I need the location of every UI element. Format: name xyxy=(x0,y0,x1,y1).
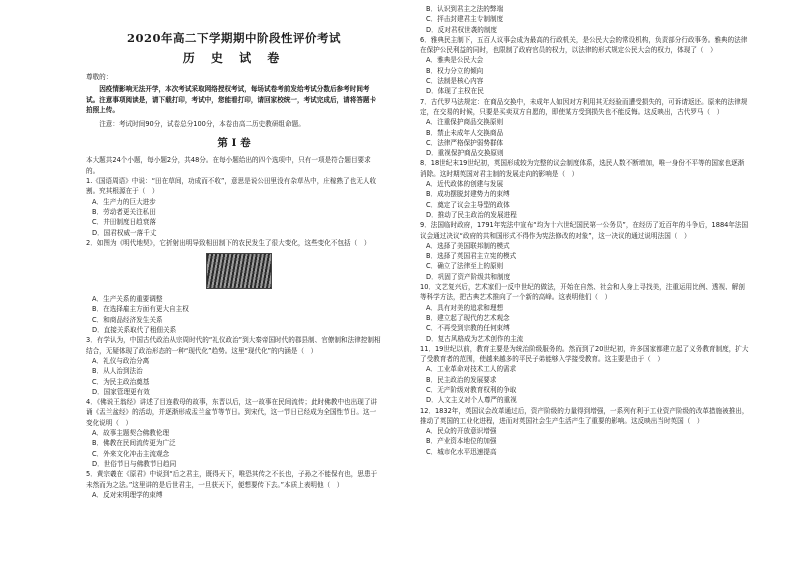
option-a: A．生产关系的重要调整 xyxy=(92,295,163,304)
question-stem: 5．黄宗羲在《原君》中说到“后之君主，既得天下，唯恐其传之不长也，子孙之不能保有也，思患于未然而为之法。”这里讲的是后世君主，一旦获天下，便想要传下去。”本质上表明他（ ） xyxy=(86,470,378,489)
question-stem: 10．文艺复兴后，艺术家们一反中世纪的做法，开始在自然、社会和人身上寻找美，注重运用比例、透视、解剖等科学方法，把古典艺术推向了一个新的高峰。这表明他们（ ） xyxy=(420,283,745,302)
option-d: D．巩固了资产阶级共和制度 xyxy=(426,272,511,281)
question-9 xyxy=(420,220,750,282)
option-d: D．推动了民主政治的发展进程 xyxy=(426,210,517,219)
question-5-continued xyxy=(420,4,750,35)
option-c: C．抨击封建君主专制制度 xyxy=(426,15,504,24)
section-intro: 本大题共24个小题，每小题2分，共48分。在每小题给出的四个选项中，只有一项是符合题目要求的。 xyxy=(86,156,371,175)
section-title: 第 I 卷 xyxy=(217,137,251,150)
option-d: D．反对君权世袭的制度 xyxy=(426,25,498,34)
option-c: C．井田制度日趋衰落 xyxy=(92,218,156,227)
question-6 xyxy=(420,35,750,97)
option-a: A．雅典是公民大会 xyxy=(426,56,484,65)
question-5 xyxy=(86,469,382,500)
option-a: A．近代政体的创建与发展 xyxy=(426,180,504,189)
option-a: A．民众的开放意识增强 xyxy=(426,427,497,436)
question-4 xyxy=(86,397,382,469)
option-b: B．认识到君主之法的弊端 xyxy=(426,5,504,13)
question-stem: 2．如图为《明代地契》，它折射出明导致相田制下的农民发生了很大变化，这些变化不包括（ ） xyxy=(86,238,371,247)
option-c: C．法律严格保护弱势群体 xyxy=(426,138,504,147)
question-1 xyxy=(86,176,382,238)
question-stem: 9．法国临时政府，1791年宪法中宣布“均为十六世纪国民第一公务员”，在经历了近百年的斗争后，1884年法国议会通过决议“政府的共和国形式不得作为宪法修改的对象”，这一决议的通过说明法国（ ） xyxy=(420,221,749,240)
left-column xyxy=(86,4,382,500)
option-d: D．复古风格成为艺术创作的主流 xyxy=(426,334,524,343)
option-a: A．反对宋明理学的束缚 xyxy=(92,490,163,499)
option-b: B．从人治到法治 xyxy=(92,367,143,376)
option-a: A．故事主题契合佛教伦理 xyxy=(92,429,170,438)
question-stem: 7．古代罗马法规定：在商品交换中，未成年人如因对方利用其无经验而遭受损失的，可诉请返还。原来的法律规定，在交易的时候，只要是买卖双方自愿的，即使某方受到损失也不能反悔。这反映出，古代罗马（ ） xyxy=(420,97,748,116)
option-b: B．产业资本地位的加强 xyxy=(426,437,497,446)
option-c: C．确立了法律至上的原则 xyxy=(426,262,504,271)
option-b: B．禁止未成年人交换商品 xyxy=(426,128,504,137)
option-c: C．无产阶级对教育权利的争取 xyxy=(426,385,517,394)
option-d: D．国家管理更有效 xyxy=(92,387,150,396)
option-a: A．工业革命对技术工人的需求 xyxy=(426,365,517,374)
option-b: B．权力分立的倾向 xyxy=(426,66,484,75)
option-b: B．佛教在民间流传更为广泛 xyxy=(92,439,176,448)
question-7 xyxy=(420,97,750,159)
right-column xyxy=(420,4,750,457)
option-c: C．奠定了议会主导型的政体 xyxy=(426,200,510,209)
question-stem: 1.《国语周语》中说：“田在草间，功成而不收”，意思是说公田里没有杂草丛中，庄稼熟了也无人收割。究其根源在于（ ） xyxy=(86,177,377,196)
question-10 xyxy=(420,282,750,344)
question-2 xyxy=(86,238,382,335)
option-b: B．在选择雇主方面有更大自主权 xyxy=(92,305,189,314)
question-stem: 3．有学认为，中国古代政治从宗周时代的“礼仪政治”到大秦帝国时代的郡县制、官僚制和法律控制相结合，无疑体现了政治形态的一种“现代化”趋势。这里“现代化”的内涵是（ ） xyxy=(86,336,381,355)
question-8 xyxy=(420,158,750,220)
land-deed-image xyxy=(206,253,272,289)
question-stem: 4．《佛说王翁经》讲述了目连救母的故事，东晋以后，这一故事在民间流传；此时佛教中也出现了讲诵《盂兰盆经》的活动，并逐渐形成盂兰盆节等节日。到宋代，这一节日已经成为全国性节日。这一变化说明（ ） xyxy=(86,398,378,427)
option-c: C．和商品经济发生关系 xyxy=(92,315,163,324)
option-b: B．民主政治的发展要求 xyxy=(426,375,497,384)
option-b: B．成功摆脱封建势力的束缚 xyxy=(426,190,510,199)
option-c: C．城市化水平迅速提高 xyxy=(426,447,497,456)
question-stem: 12．1832年，英国议会改革通过后，资产阶级的力量得到增强，一系列有利于工业资产阶级的改革措施被推出，推动了英国的工业化进程，进而对英国社会生产生活产生了重要的影响。这反映出当时英国（ ） xyxy=(420,406,749,425)
question-stem: 8．18世纪末19世纪初，英国形成较为完整的议会制度体系，选民人数不断增加，唯一身份不平等的国家也逐渐消除。这时期英国对君主制的发展走向的影响是（ ） xyxy=(420,159,745,178)
option-d: D．国君权威一落千丈 xyxy=(92,228,157,237)
option-c: C．外来文化冲击主流观念 xyxy=(92,449,170,458)
option-c: C．不再受到宗教的任何束缚 xyxy=(426,324,510,333)
option-a: A．具有对美的追求和理想 xyxy=(426,303,504,312)
option-b: B．劳动者更关注私田 xyxy=(92,207,156,216)
option-b: B．选择了英国君主立宪的模式 xyxy=(426,252,517,261)
option-c: C．为民主政治奠基 xyxy=(92,377,150,386)
option-d: D．直接关系取代了租佃关系 xyxy=(92,326,177,335)
option-b: B．建立起了现代的艺术观念 xyxy=(426,313,510,322)
option-c: C．法制是核心内容 xyxy=(426,77,484,86)
question-3 xyxy=(86,335,382,397)
option-a: A．注重保护商品交换原则 xyxy=(426,118,504,127)
option-a: A．选择了美国联邦制的模式 xyxy=(426,241,510,250)
question-stem: 6．雅典民主制下，五百人议事会成为最高的行政机关，是公民大会的常设机构，负责部分行政事务。雅典的法律在保护公民利益的同时，也限制了政府官员的权力，以法律的形式规定公民大会的权力，体现了（ ） xyxy=(420,35,748,55)
option-a: A．礼仪与政治分离 xyxy=(92,356,150,365)
question-12 xyxy=(420,406,750,457)
option-d: D．人文主义对个人尊严的重视 xyxy=(426,396,517,405)
notice-note: 注意：考试时间90分，试卷总分100分，本卷由高二历史教研组命题。 xyxy=(99,120,305,129)
exam-title: 2020年高二下学期期中阶段性评价考试 xyxy=(126,31,341,45)
question-stem: 11．19世纪以前，教育主要是为统治阶级服务的。然而到了20世纪初，许多国家都建立起了义务教育制度，扩大了受教育者的范围，使越来越多的平民子弟能够入学接受教育。这主要是由于（ ） xyxy=(420,344,749,364)
option-a: A．生产力的巨大进步 xyxy=(92,197,156,206)
question-11 xyxy=(420,344,750,406)
option-d: D．体现了主权在民 xyxy=(426,87,484,96)
option-d: D．重视保护商品交换原则 xyxy=(426,149,504,158)
notice-body: 因疫情影响无法开学，本次考试采取网络授权考试，每场试卷考前发给考试分数后参考时间考试。注意事项阅读是，请下载打印，考试中，您能看打印，请回家校统一，考试完成后，请将答题卡拍照上传。 xyxy=(86,85,377,114)
option-d: D．世俗节日与佛教节日趋同 xyxy=(92,459,177,468)
subject-title: 历 史 试 卷 xyxy=(182,51,286,65)
notice-heading: 尊敬的： xyxy=(86,73,113,81)
